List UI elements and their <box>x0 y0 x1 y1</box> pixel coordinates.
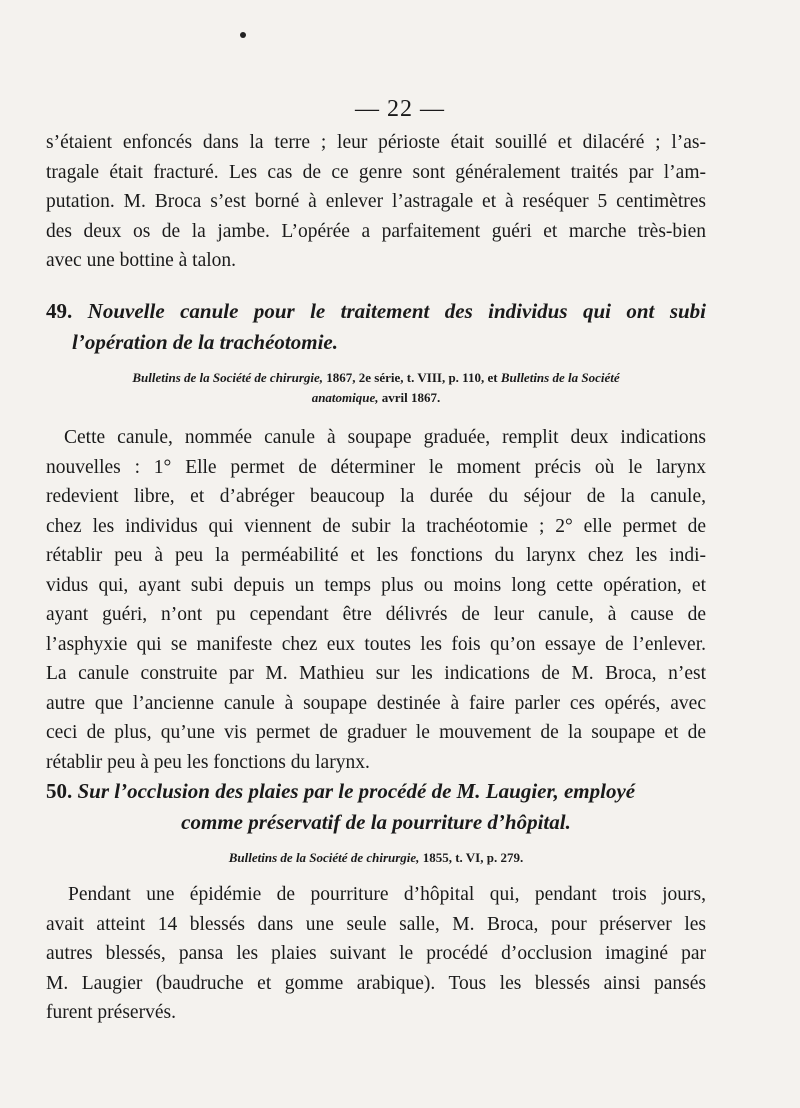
text-line: La canule construite par M. Mathieu sur les indications de M. Broca, n’est <box>46 663 706 684</box>
text-line: M. Laugier (baudruche et gomme arabique). Tous les blessés ainsi pansés <box>46 972 706 994</box>
section-number: 49. <box>46 299 73 323</box>
reference-journal: Bulletins de la Société de chirurgie, <box>132 370 324 385</box>
page-number: — 22 — <box>355 96 445 122</box>
text-line: vidus qui, ayant subi depuis un temps plus ou moins long cette opération, et <box>46 574 706 596</box>
text-line: putation. M. Broca s’est borné à enlever l’astragale et à reséquer 5 centimètres <box>46 191 706 212</box>
text-line: redevient libre, et d’abréger beaucoup la durée du séjour de la canule, <box>46 486 706 507</box>
section-49-body <box>46 423 706 777</box>
section-50-body <box>46 880 706 1028</box>
text-line: Pendant une épidémie de pourriture d’hôpital qui, pendant trois jours, <box>68 884 706 905</box>
text-line: avec une bottine à talon. <box>46 250 237 271</box>
paragraph-continuation <box>46 128 706 276</box>
text-line: nouvelles : 1° Elle permet de déterminer le moment précis où le larynx <box>46 456 706 478</box>
reference-details: avril 1867. <box>378 390 441 405</box>
text-line: rétablir peu à peu les fonctions du larynx. <box>46 751 370 773</box>
section-49-reference <box>46 368 706 408</box>
text-line: chez les individus qui viennent de subir la trachéotomie ; 2° elle permet de <box>46 515 706 537</box>
section-title-line: Nouvelle canule pour le traitement des individus qui ont subi <box>87 299 706 323</box>
text-line: furent préservés. <box>46 1002 176 1023</box>
text-line: Cette canule, nommée canule à soupape graduée, remplit deux indications <box>64 427 706 448</box>
text-line: tragale était fracturé. Les cas de ce genre sont généralement traités par l’am- <box>46 161 706 183</box>
text-line: avait atteint 14 blessés dans une seule salle, M. Broca, pour préserver les <box>46 913 706 935</box>
section-49-heading <box>46 296 706 358</box>
text-line: autres blessés, pansa les plaies suivant le procédé d’occlusion imaginé par <box>46 943 706 964</box>
ink-dot <box>240 32 246 38</box>
reference-details: 1867, 2e série, t. VIII, p. 110, et <box>323 370 501 385</box>
section-title-line: l’opération de la trachéotomie. <box>72 330 338 354</box>
text-line: ceci de plus, qu’une vis permet de graduer le mouvement de la soupape et de <box>46 722 706 743</box>
section-50-reference <box>46 848 706 868</box>
section-title-line: comme préservatif de la pourriture d’hôpital. <box>181 810 571 834</box>
reference-journal: Bulletins de la Société de chirurgie, <box>228 850 420 865</box>
text-line: des deux os de la jambe. L’opérée a parfaitement guéri et marche très-bien <box>46 220 706 242</box>
text-line: rétablir peu à peu la perméabilité et les fonctions du larynx chez les indi- <box>46 545 706 566</box>
reference-details: 1855, t. VI, p. 279. <box>419 850 524 865</box>
text-line: l’asphyxie qui se manifeste chez eux toutes les fois qu’on essaye de l’enlever. <box>46 633 706 655</box>
section-title-line: Sur l’occlusion des plaies par le procédé de M. Laugier, employé <box>77 779 636 803</box>
reference-journal: anatomique, <box>311 390 379 405</box>
reference-journal: Bulletins de la Société <box>500 370 620 385</box>
section-50-heading <box>46 776 706 838</box>
text-line: ayant guéri, n’ont pu cependant être délivrés de leur canule, à cause de <box>46 604 706 625</box>
text-line: s’étaient enfoncés dans la terre ; leur périoste était souillé et dilacéré ; l’as- <box>46 132 706 153</box>
section-number: 50. <box>46 779 73 803</box>
text-line: autre que l’ancienne canule à soupape destinée à faire parler ces opérés, avec <box>46 692 706 714</box>
